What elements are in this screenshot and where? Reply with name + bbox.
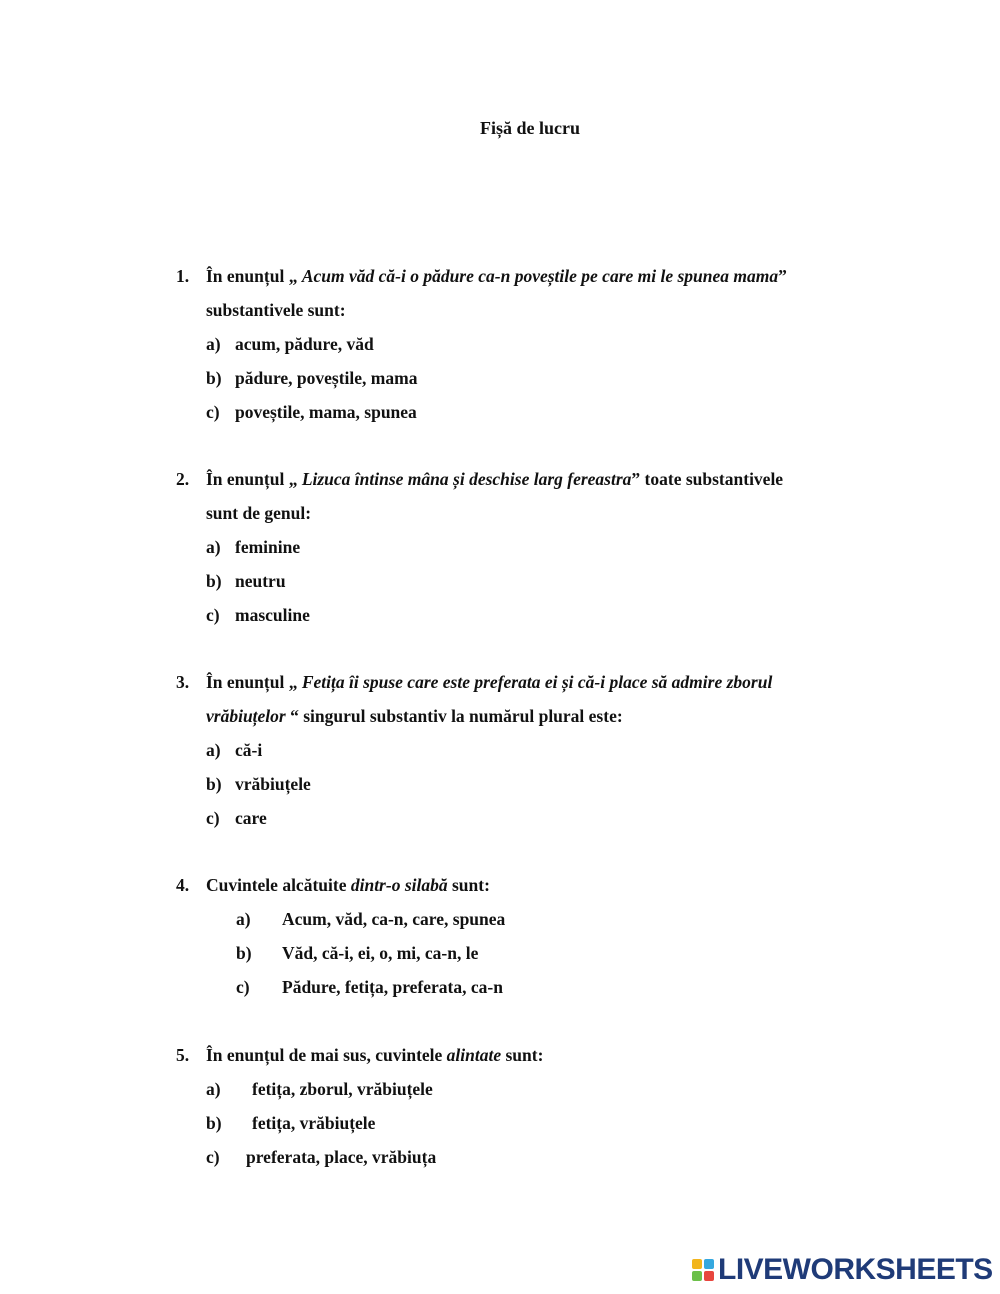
option-text: care <box>235 808 267 828</box>
question-continuation: substantivele sunt: <box>206 300 346 320</box>
question-number: 1. <box>176 266 190 286</box>
logo-text: LIVEWORKSHEETS <box>718 1253 993 1286</box>
question-3-stem-cont <box>176 706 876 740</box>
quote-close: ” <box>631 469 641 489</box>
answer-option-c[interactable] <box>176 402 876 436</box>
quote-open: „ <box>288 266 302 286</box>
option-text: fetița, vrăbiuțele <box>252 1113 376 1133</box>
question-3 <box>176 672 876 842</box>
quote-open: „ <box>288 672 302 692</box>
option-text: Acum, văd, ca-n, care, spunea <box>282 909 506 929</box>
question-continuation: sunt de genul: <box>206 503 312 523</box>
option-letter: c) <box>206 605 220 625</box>
emphasized-term: dintr-o silabă <box>350 875 448 895</box>
option-letter: a) <box>206 740 221 760</box>
option-letter: a) <box>206 334 221 354</box>
answer-option-b[interactable] <box>176 1113 876 1147</box>
question-4 <box>176 875 876 1011</box>
option-letter: b) <box>206 571 222 591</box>
option-letter: c) <box>206 402 220 422</box>
logo-square <box>692 1259 702 1269</box>
quoted-sentence-end: vrăbiuțelor <box>206 706 286 726</box>
option-letter: b) <box>206 774 222 794</box>
logo-square <box>704 1271 714 1281</box>
option-text: Văd, că-i, ei, o, mi, ca-n, le <box>282 943 479 963</box>
question-1 <box>176 266 876 436</box>
question-2 <box>176 469 876 639</box>
option-letter: c) <box>236 977 250 997</box>
option-text: pădure, poveștile, mama <box>235 368 418 388</box>
option-text: neutru <box>235 571 286 591</box>
question-prefix: În enunțul <box>206 672 289 692</box>
question-suffix: sunt: <box>447 875 490 895</box>
question-1-stem-cont <box>176 300 876 334</box>
option-letter: b) <box>206 368 222 388</box>
answer-option-a[interactable] <box>176 740 876 774</box>
quoted-sentence: Lizuca întinse mâna și deschise larg fereastra <box>301 469 632 489</box>
question-prefix: În enunțul de mai sus, cuvintele <box>206 1045 447 1065</box>
option-text: poveștile, mama, spunea <box>235 402 417 422</box>
option-letter: a) <box>236 909 251 929</box>
option-letter: b) <box>236 943 252 963</box>
answer-option-a[interactable] <box>176 537 876 571</box>
option-letter: a) <box>206 537 221 557</box>
question-3-stem <box>176 672 876 706</box>
answer-option-b[interactable] <box>176 571 876 605</box>
question-prefix: În enunțul <box>206 469 289 489</box>
option-text: feminine <box>235 537 301 557</box>
answer-option-a[interactable] <box>176 1079 876 1113</box>
answer-option-a[interactable] <box>176 909 876 943</box>
option-text: masculine <box>235 605 310 625</box>
answer-option-b[interactable] <box>176 368 876 402</box>
question-suffix: toate substantivele <box>640 469 784 489</box>
logo-square <box>704 1259 714 1269</box>
quoted-sentence: Fetița îi spuse care este preferata ei și că-i place să admire zborul <box>301 672 773 692</box>
answer-option-b[interactable] <box>176 943 876 977</box>
question-number: 5. <box>176 1045 190 1065</box>
answer-option-c[interactable] <box>176 1147 876 1181</box>
option-letter: c) <box>206 808 220 828</box>
question-prefix: În enunțul <box>206 266 289 286</box>
option-letter: c) <box>206 1147 220 1167</box>
option-letter: a) <box>206 1079 221 1099</box>
quote-close: ” <box>778 266 787 286</box>
option-text: acum, pădure, văd <box>235 334 374 354</box>
quote-open: „ <box>288 469 302 489</box>
worksheet-title: Fișă de lucru <box>479 118 580 138</box>
question-5 <box>176 1045 876 1181</box>
question-2-stem <box>176 469 876 503</box>
question-prefix: Cuvintele alcătuite <box>206 875 351 895</box>
answer-option-c[interactable] <box>176 605 876 639</box>
option-text: Pădure, fetița, preferata, ca-n <box>282 977 503 997</box>
logo-mark-icon <box>692 1259 714 1281</box>
question-5-stem <box>176 1045 876 1079</box>
answer-option-c[interactable] <box>176 977 876 1011</box>
question-1-stem <box>176 266 876 300</box>
question-suffix: sunt: <box>501 1045 544 1065</box>
logo-square <box>692 1271 702 1281</box>
option-text: că-i <box>235 740 263 760</box>
quoted-sentence: Acum văd că-i o pădure ca-n poveștile pe care mi le spunea mama <box>301 266 779 286</box>
option-letter: b) <box>206 1113 222 1133</box>
answer-option-c[interactable] <box>176 808 876 842</box>
question-continuation: “ singurul substantiv la numărul plural este: <box>285 706 623 726</box>
question-number: 3. <box>176 672 190 692</box>
liveworksheets-logo <box>692 1254 993 1286</box>
option-text: fetița, zborul, vrăbiuțele <box>252 1079 433 1099</box>
option-text: vrăbiuțele <box>235 774 311 794</box>
question-number: 4. <box>176 875 190 895</box>
option-text: preferata, place, vrăbiuța <box>246 1147 437 1167</box>
answer-option-b[interactable] <box>176 774 876 808</box>
question-4-stem <box>176 875 876 909</box>
question-number: 2. <box>176 469 190 489</box>
question-2-stem-cont <box>176 503 876 537</box>
emphasized-term: alintate <box>446 1045 502 1065</box>
answer-option-a[interactable] <box>176 334 876 368</box>
